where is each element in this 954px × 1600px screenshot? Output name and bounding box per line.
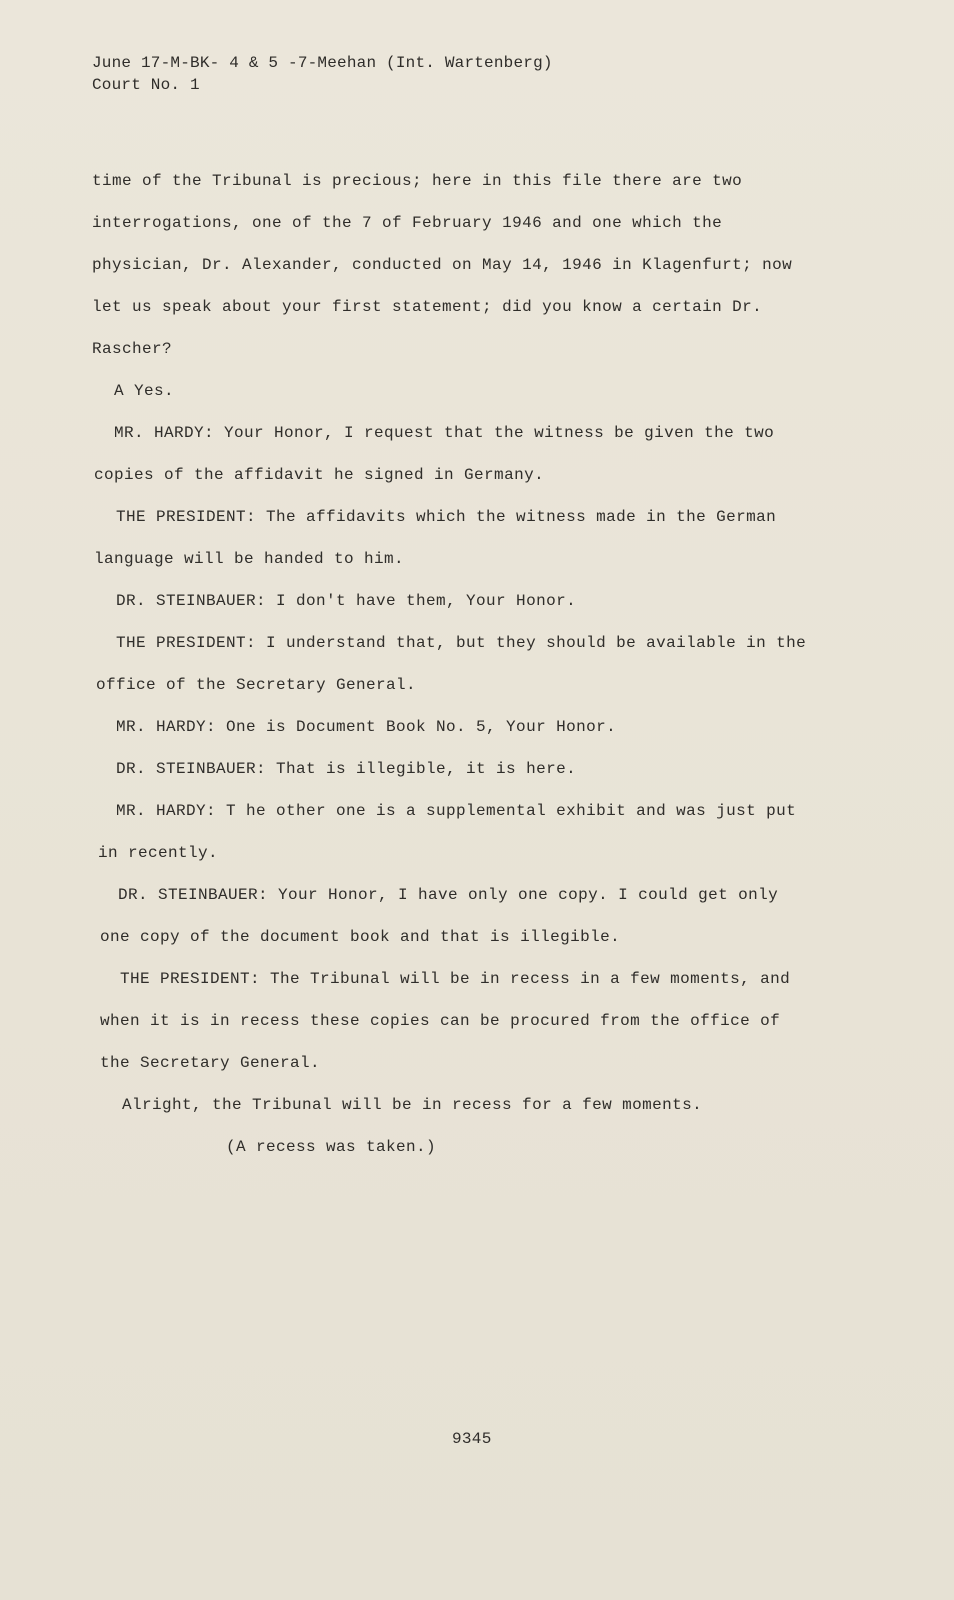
header-session-line: June 17-M-BK- 4 & 5 -7-Meehan (Int. Wartenberg) <box>92 54 553 72</box>
transcript-line: DR. STEINBAUER: Your Honor, I have only one copy. I could get only <box>118 886 779 904</box>
transcript-line: THE PRESIDENT: I understand that, but they should be available in the <box>116 634 807 652</box>
transcript-line: THE PRESIDENT: The affidavits which the witness made in the German <box>116 508 777 526</box>
transcript-line: MR. HARDY: T he other one is a supplemental exhibit and was just put <box>116 802 797 820</box>
transcript-line: interrogations, one of the 7 of February 1946 and one which the <box>92 214 723 232</box>
header-court-line: Court No. 1 <box>92 76 200 94</box>
transcript-line: one copy of the document book and that is illegible. <box>100 928 621 946</box>
transcript-line: Alright, the Tribunal will be in recess for a few moments. <box>122 1096 703 1114</box>
transcript-line: MR. HARDY: One is Document Book No. 5, Your Honor. <box>116 718 617 736</box>
transcript-line: time of the Tribunal is precious; here in this file there are two <box>92 172 743 190</box>
transcript-line: Rascher? <box>92 340 173 358</box>
transcript-line: THE PRESIDENT: The Tribunal will be in recess in a few moments, and <box>120 970 791 988</box>
transcript-line: when it is in recess these copies can be procured from the office of <box>100 1012 781 1030</box>
transcript-line: copies of the affidavit he signed in Germany. <box>94 466 545 484</box>
transcript-line: MR. HARDY: Your Honor, I request that the witness be given the two <box>114 424 775 442</box>
transcript-line: (A recess was taken.) <box>226 1138 437 1156</box>
transcript-line: office of the Secretary General. <box>96 676 417 694</box>
transcript-line: physician, Dr. Alexander, conducted on May 14, 1946 in Klagenfurt; now <box>92 256 793 274</box>
transcript-line: the Secretary General. <box>100 1054 321 1072</box>
page-header <box>92 52 553 96</box>
transcript-line: in recently. <box>98 844 219 862</box>
transcript-line: DR. STEINBAUER: That is illegible, it is here. <box>116 760 577 778</box>
transcript-line: DR. STEINBAUER: I don't have them, Your Honor. <box>116 592 577 610</box>
transcript-line: let us speak about your first statement; did you know a certain Dr. <box>92 298 763 316</box>
transcript-line: language will be handed to him. <box>94 550 405 568</box>
transcript-line: A Yes. <box>114 382 175 400</box>
page-number: 9345 <box>452 1430 492 1448</box>
